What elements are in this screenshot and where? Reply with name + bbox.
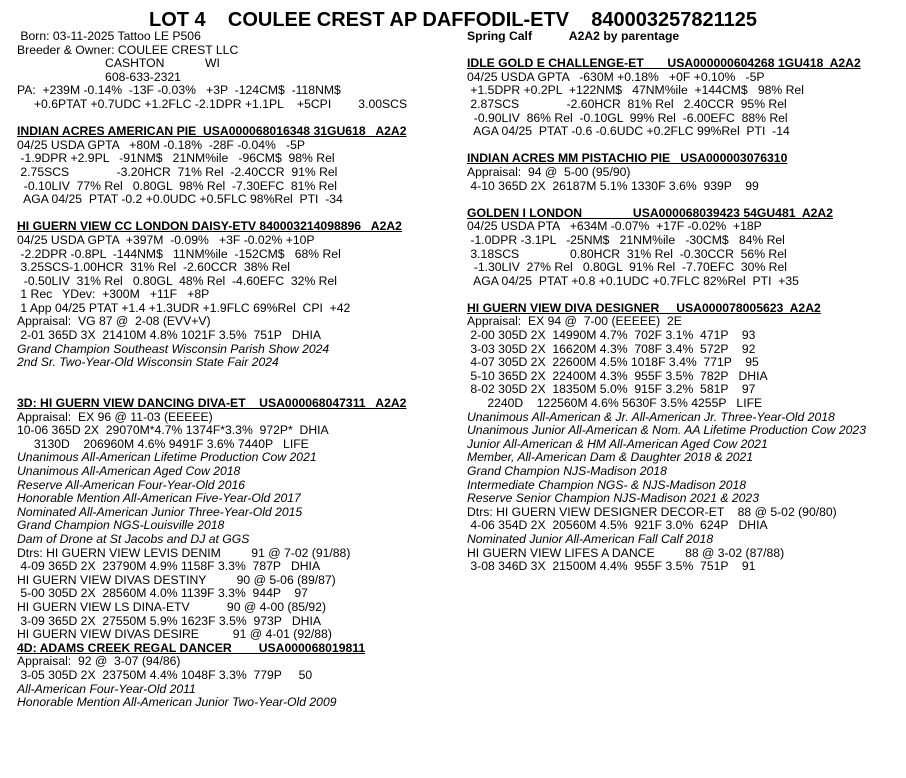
- record-line: 4-07 305D 2X 22600M 4.5% 1018F 3.4% 771P 95: [467, 355, 759, 370]
- pedigree-heading: INDIAN ACRES MM PISTACHIO PIE USA000003076310: [467, 151, 788, 166]
- record-line: -1.0DPR -3.1PL -25NM$ 21NM%ile -30CM$ 84% Rel: [467, 232, 785, 247]
- record-line: 4-10 365D 2X 26187M 5.1% 1330F 3.6% 939P 99: [467, 178, 759, 193]
- record-line: Appraisal: EX 96 @ 11-03 (EEEEE): [17, 409, 213, 424]
- record-line: +0.6PTAT +0.7UDC +1.2FLC -2.1DPR +1.1PL +5CPI 3.00SCS: [17, 96, 408, 111]
- award-line: Nominated All-American Junior Three-Year-Old 2015: [17, 504, 303, 519]
- spacer: [467, 44, 903, 58]
- record-line: 5-10 365D 2X 22400M 4.3% 955F 3.5% 782P DHIA: [467, 368, 768, 383]
- spacer: [17, 370, 462, 384]
- record-line: -0.10LIV 77% Rel 0.80GL 98% Rel -7.30EFC 81% Rel: [17, 178, 337, 193]
- award-line: Reserve Senior Champion NJS-Madison 2021 & 2023: [467, 491, 759, 506]
- pedigree-heading: INDIAN ACRES AMERICAN PIE USA000068016348 31GU618 A2A2: [17, 124, 407, 139]
- record-line: 2-00 305D 2X 14990M 4.7% 702F 3.1% 471P 93: [467, 328, 756, 343]
- record-line: -1.30LIV 27% Rel 0.80GL 91% Rel -7.70EFC 30% Rel: [467, 260, 787, 275]
- award-line: Junior All-American & HM All-American Aged Cow 2021: [467, 436, 768, 451]
- record-line: -2.2DPR -0.8PL -144NM$ 11NM%ile -152CM$ 68% Rel: [17, 246, 341, 261]
- spacer: [467, 288, 903, 302]
- record-line: HI GUERN VIEW LIFES A DANCE 88 @ 3-02 (87/88): [467, 545, 785, 560]
- award-line: Reserve All-American Four-Year-Old 2016: [17, 477, 246, 492]
- record-line: 2.75SCS -3.20HCR 71% Rel -2.40CCR 91% Rel: [17, 164, 338, 179]
- award-line: 2nd Sr. Two-Year-Old Wisconsin State Fair 2024: [17, 355, 279, 370]
- record-line: HI GUERN VIEW DIVAS DESTINY 90 @ 5-06 (89/87): [17, 572, 336, 587]
- record-line: 608-633-2321: [17, 69, 181, 84]
- record-line: 2240D 122560M 4.6% 5630F 3.5% 4255P LIFE: [467, 396, 763, 411]
- record-line: +1.5DPR +0.2PL +122NM$ 47NM%ile +144CM$ 98% Rel: [467, 83, 804, 98]
- record-line: Born: 03-11-2025 Tattoo LE P506: [17, 29, 201, 43]
- record-line: HI GUERN VIEW DIVAS DESIRE 91 @ 4-01 (92/88): [17, 627, 332, 642]
- record-line: PA: +239M -0.14% -13F -0.03% +3P -124CM$ -118NM$: [17, 83, 341, 98]
- award-line: Nominated Junior All-American Fall Calf 2018: [467, 531, 714, 546]
- record-line: 2-01 365D 3X 21410M 4.8% 1021F 3.5% 751P DHIA: [17, 328, 321, 343]
- record-line: 4-06 354D 2X 20560M 4.5% 921F 3.0% 624P DHIA: [467, 518, 768, 533]
- spacer: [17, 207, 462, 221]
- spacer: [467, 193, 903, 207]
- pedigree-heading: HI GUERN VIEW DIVA DESIGNER USA000078005623 A2A2: [467, 300, 821, 315]
- record-line: AGA 04/25 PTAT -0.2 +0.0UDC +0.5FLC 98%Rel PTI -34: [17, 192, 343, 207]
- record-line: Appraisal: 92 @ 3-07 (94/86): [17, 654, 181, 669]
- record-line: Appraisal: EX 94 @ 7-00 (EEEEE) 2E: [467, 314, 682, 329]
- record-line: -1.9DPR +2.9PL -91NM$ 21NM%ile -96CM$ 98% Rel: [17, 151, 335, 166]
- spacer: [17, 383, 462, 397]
- record-line: CASHTON WI: [17, 56, 220, 71]
- record-line: 3.25SCS-1.00HCR 31% Rel -2.60CCR 38% Rel: [17, 260, 290, 275]
- spacer: [467, 139, 903, 153]
- record-line: 8-02 305D 2X 18350M 5.0% 915F 3.2% 581P 97: [467, 382, 756, 397]
- record-line: 04/25 USDA GPTA +397M -0.09% +3F -0.02% +10P: [17, 232, 315, 247]
- record-line: -0.50LIV 31% Rel 0.80GL 48% Rel -4.60EFC 32% Rel: [17, 273, 337, 288]
- record-line: Breeder & Owner: COULEE CREST LLC: [17, 42, 239, 57]
- award-line: Grand Champion NJS-Madison 2018: [467, 464, 667, 478]
- award-line: All-American Four-Year-Old 2011: [17, 681, 196, 696]
- record-line: Dtrs: HI GUERN VIEW DESIGNER DECOR-ET 88 @ 5-02 (90/80): [467, 504, 837, 519]
- award-line: Honorable Mention All-American Five-Year-Old 2017: [17, 491, 301, 506]
- record-line: 3-09 365D 2X 27550M 5.9% 1623F 3.5% 973P DHIA: [17, 613, 321, 628]
- award-line: Dam of Drone at St Jacobs and DJ at GGS: [17, 531, 250, 546]
- award-line: Grand Champion NGS-Louisville 2018: [17, 518, 225, 533]
- right-column: [467, 30, 903, 574]
- award-line: Unanimous All-American Aged Cow 2018: [17, 464, 241, 478]
- record-line: AGA 04/25 PTAT -0.6 -0.6UDC +0.2FLC 99%Rel PTI -14: [467, 124, 790, 139]
- pedigree-heading: IDLE GOLD E CHALLENGE-ET USA000000604268 1GU418 A2A2: [467, 56, 861, 71]
- record-line: Appraisal: 94 @ 5-00 (95/90): [467, 164, 631, 179]
- record-line: 04/25 USDA GPTA +80M -0.18% -28F -0.04% -5P: [17, 137, 306, 152]
- award-line: Member, All-American Dam & Daughter 2018 & 2021: [467, 450, 754, 465]
- record-line: AGA 04/25 PTAT +0.8 +0.1UDC +0.7FLC 82%Rel PTI +35: [467, 273, 799, 288]
- record-line: 3-03 305D 2X 16620M 4.3% 708F 3.4% 572P 92: [467, 341, 756, 356]
- record-line: 3-05 305D 2X 23750M 4.4% 1048F 3.3% 779P 50: [17, 667, 313, 682]
- award-line: Grand Champion Southeast Wisconsin Parish Show 2024: [17, 341, 330, 356]
- record-line: 04/25 USDA PTA +634M -0.07% +17F -0.02% +18P: [467, 219, 762, 234]
- pedigree-heading: 4D: ADAMS CREEK REGAL DANCER USA000068019811: [17, 640, 366, 655]
- record-line: 5-00 305D 2X 28560M 4.0% 1139F 3.3% 944P 97: [17, 586, 308, 601]
- record-line: 3.18SCS 0.80HCR 31% Rel -0.30CCR 56% Rel: [467, 246, 787, 261]
- record-line: 4-09 365D 2X 23790M 4.9% 1158F 3.3% 787P DHIA: [17, 559, 321, 574]
- record-line: 10-06 365D 2X 29070M*4.7% 1374F*3.3% 972P* DHIA: [17, 423, 329, 438]
- record-line: 1 Rec YDev: +300M +11F +8P: [17, 287, 210, 302]
- award-line: Unanimous All-American & Jr. All-American Jr. Three-Year-Old 2018: [467, 409, 835, 424]
- pedigree-heading: 3D: HI GUERN VIEW DANCING DIVA-ET USA000068047311 A2A2: [17, 396, 407, 411]
- record-line: 1 App 04/25 PTAT +1.4 +1.3UDR +1.9FLC 69%Rel CPI +42: [17, 300, 351, 315]
- award-line: Unanimous All-American Lifetime Production Cow 2021: [17, 450, 317, 465]
- record-line: Appraisal: VG 87 @ 2-08 (EVV+V): [17, 314, 211, 329]
- award-line: Unanimous Junior All-American & Nom. AA Lifetime Production Cow 2023: [467, 423, 866, 438]
- record-line: 3130D 206960M 4.6% 9491F 3.6% 7440P LIFE: [17, 436, 309, 451]
- pedigree-heading: HI GUERN VIEW CC LONDON DAISY-ETV 840003214098896 A2A2: [17, 219, 402, 234]
- spacer: [17, 112, 462, 126]
- record-line: 3-08 346D 3X 21500M 4.4% 955F 3.5% 751P 91: [467, 559, 756, 574]
- lot-title: LOT 4 COULEE CREST AP DAFFODIL-ETV 840003257821125: [149, 9, 757, 31]
- record-line: 2.87SCS -2.60HCR 81% Rel 2.40CCR 95% Rel: [467, 96, 787, 111]
- calf-info-line: Spring Calf A2A2 by parentage: [467, 29, 680, 43]
- award-line: Intermediate Champion NGS- & NJS-Madison 2018: [467, 477, 747, 492]
- record-line: HI GUERN VIEW LS DINA-ETV 90 @ 4-00 (85/92): [17, 599, 327, 614]
- left-column: [17, 30, 462, 710]
- pedigree-heading: GOLDEN I LONDON USA000068039423 54GU481 A2A2: [467, 205, 833, 220]
- award-line: Honorable Mention All-American Junior Two-Year-Old 2009: [17, 695, 337, 710]
- record-line: -0.90LIV 86% Rel -0.10GL 99% Rel -6.00EFC 88% Rel: [467, 110, 788, 125]
- record-line: 04/25 USDA GPTA -630M +0.18% +0F +0.10% -5P: [467, 69, 765, 84]
- record-line: Dtrs: HI GUERN VIEW LEVIS DENIM 91 @ 7-02 (91/88): [17, 545, 351, 560]
